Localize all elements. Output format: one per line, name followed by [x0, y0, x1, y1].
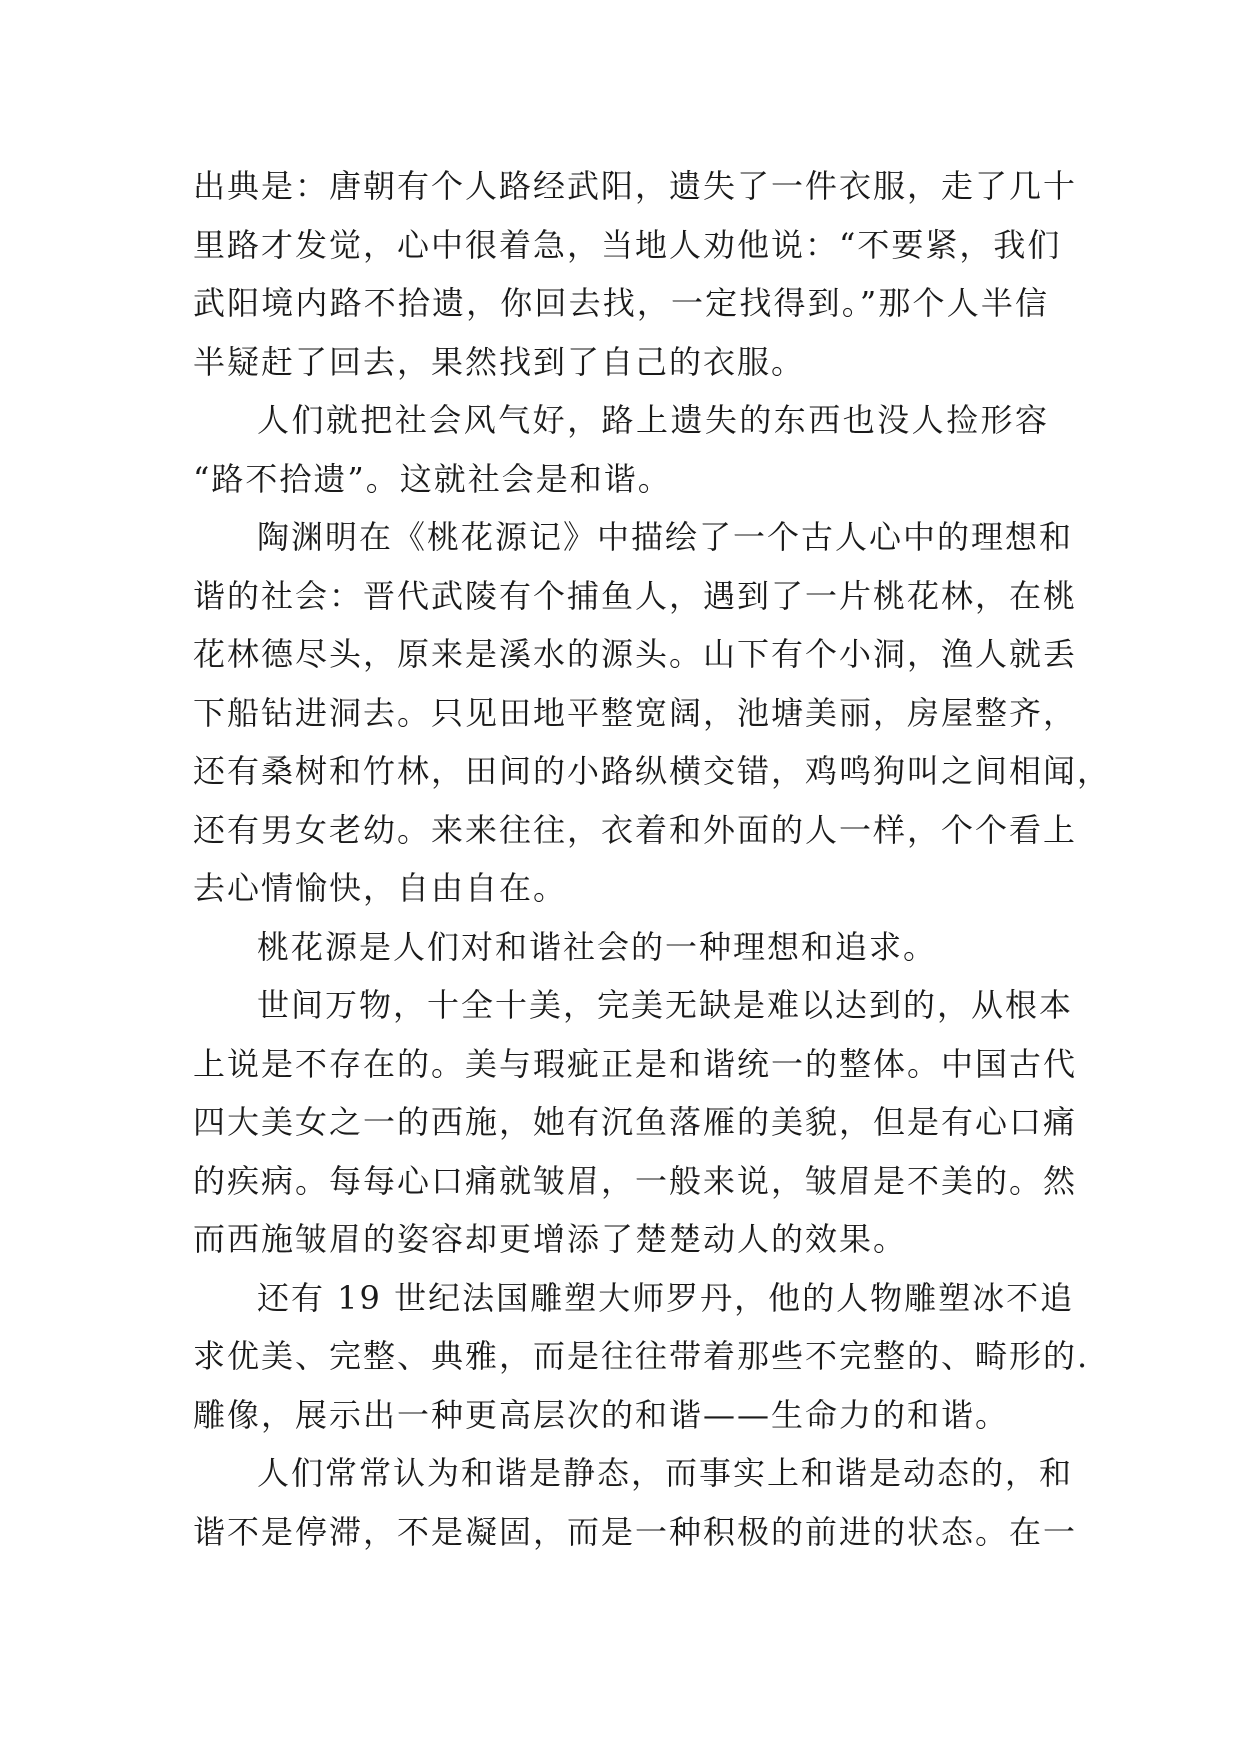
text-line: 还有桑树和竹林，田间的小路纵横交错，鸡鸣狗叫之间相闻，: [193, 752, 1112, 790]
text-line: 世间万物，十全十美，完美无缺是难以达到的，从根本: [257, 986, 1074, 1024]
text-line: 四大美女之一的西施，她有沉鱼落雁的美貌，但是有心口痛: [193, 1103, 1078, 1141]
text-line: “路不拾遗”。这就社会是和谐。: [193, 459, 672, 498]
paragraph: [193, 508, 1112, 918]
paragraph: [193, 391, 1049, 508]
text-line: 的疾病。每每心口痛就皱眉，一般来说，皱眉是不美的。然: [193, 1161, 1078, 1200]
text-line: 去心情愉快，自由自在。: [193, 869, 568, 907]
document-body: [193, 157, 1112, 1561]
text-line: 下船钻进洞去。只见田地平整宽阔，池塘美丽，房屋整齐，: [193, 693, 1078, 732]
text-line: 半疑赶了回去，果然找到了自己的衣服。: [193, 342, 806, 381]
text-line: 陶渊明在《桃花源记》中描绘了一个古人心中的理想和: [257, 518, 1074, 556]
text-line: 出典是：唐朝有个人路经武阳，遗失了一件衣服，走了几十: [193, 167, 1078, 205]
text-line: 里路才发觉，心中很着急，当地人劝他说：“不要紧，我们: [193, 225, 1062, 264]
text-line: 求优美、完整、典雅，而是往往带着那些不完整的、畸形的.: [193, 1337, 1090, 1375]
paragraph: [193, 1269, 1090, 1445]
text-line: 桃花源是人们对和谐社会的一种理想和追求。: [257, 927, 938, 966]
text-line: 谐的社会：晋代武陵有个捕鱼人，遇到了一片桃花林，在桃: [193, 576, 1078, 615]
text-line: 还有 19 世纪法国雕塑大师罗丹，他的人物雕塑冰不追: [257, 1278, 1075, 1317]
text-line: 上说是不存在的。美与瑕疵正是和谐统一的整体。中国古代: [193, 1044, 1078, 1083]
paragraph: [193, 1444, 1078, 1561]
text-line: 人们常常认为和谐是静态，而事实上和谐是动态的，和: [257, 1454, 1074, 1492]
text-line: 谐不是停滞，不是凝固，而是一种积极的前进的状态。在一: [193, 1512, 1078, 1551]
paragraph: [193, 918, 1049, 977]
text-line: 人们就把社会风气好，路上遗失的东西也没人捡形容: [257, 401, 1049, 439]
text-line: 花林德尽头，原来是溪水的源头。山下有个小洞，渔人就丢: [193, 635, 1078, 673]
text-line: 雕像，展示出一种更高层次的和谐——生命力的和谐。: [193, 1395, 1010, 1434]
paragraph: [193, 157, 1078, 391]
text-line: 还有男女老幼。来来往往，衣着和外面的人一样，个个看上: [193, 810, 1078, 849]
text-line: 而西施皱眉的姿容却更增添了楚楚动人的效果。: [193, 1220, 908, 1258]
text-line: 武阳境内路不拾遗，你回去找，一定找得到。”那个人半信: [193, 284, 1049, 322]
paragraph: [193, 976, 1078, 1269]
